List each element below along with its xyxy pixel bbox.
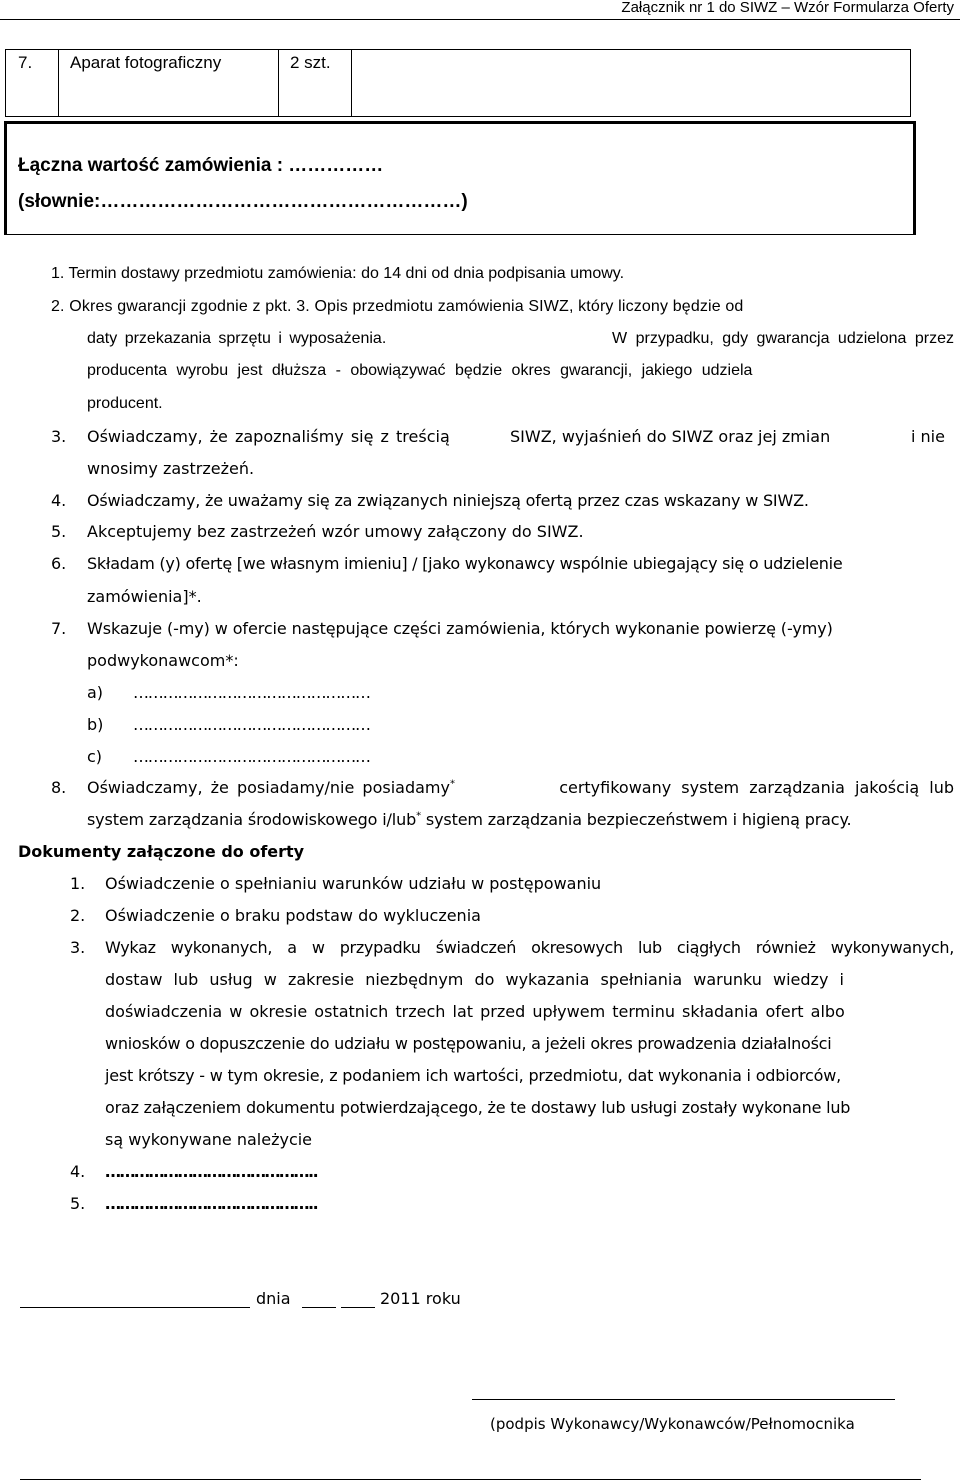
decl-3-number: 3. — [51, 427, 67, 446]
place-blank-line — [20, 1307, 250, 1308]
decl-8-line-1a — [87, 778, 455, 797]
footnote-star: * — [449, 778, 455, 790]
date-dnia-label: dnia — [256, 1289, 291, 1308]
documents-heading: Dokumenty załączone do oferty — [18, 842, 305, 861]
doc-3-line-6: oraz załączeniem dokumentu potwierdzającego, że te dostawy lub usługi zostały wykonane lub — [105, 1098, 851, 1117]
signature-caption: (podpis Wykonawcy/Wykonawców/Pełnomocnika — [490, 1415, 855, 1433]
subcontract-b-label: b) — [87, 715, 104, 734]
row-item-name: Aparat fotograficzny — [70, 53, 222, 72]
doc-3-number: 3. — [70, 938, 86, 957]
day-blank-line — [302, 1307, 336, 1308]
doc-2-number: 2. — [70, 906, 86, 925]
decl-6-line-1: Składam (y) ofertę [we własnym imieniu] / [jako wykonawcy wspólnie ubiegający się o udzielenie — [87, 554, 843, 573]
decl-7-line-2: podwykonawcom*: — [87, 651, 239, 670]
subcontract-b-dots: ………………………………………… — [133, 715, 370, 734]
decl-8-number: 8. — [51, 778, 67, 797]
decl-8-text-b: system zarządzania środowiskowego i/lub — [87, 810, 417, 829]
doc-5-number: 5. — [70, 1194, 86, 1213]
decl-7-line-1: Wskazuje (-my) w ofercie następujące części zamówienia, których wykonanie powierzę (-ymy) — [87, 619, 833, 638]
doc-5-dots: …………………………………….. — [105, 1194, 318, 1213]
decl-3-line-1b: SIWZ, wyjaśnień do SIWZ oraz jej zmian — [510, 427, 831, 446]
term-delivery: 1. Termin dostawy przedmiotu zamówienia: do 14 dni od dnia podpisania umowy. — [51, 265, 625, 282]
doc-1: Oświadczenie o spełnianiu warunków udziału w postępowaniu — [105, 874, 602, 893]
doc-4-dots: …………………………………….. — [105, 1162, 318, 1181]
doc-1-number: 1. — [70, 874, 86, 893]
footer-rule — [20, 1479, 921, 1480]
total-value-in-words: (słownie:…………………………………………………) — [18, 191, 468, 212]
decl-4: Oświadczamy, że uważamy się za związanych niniejszą ofertą przez czas wskazany w SIWZ. — [87, 491, 809, 510]
subcontract-c-dots: ………………………………………… — [133, 747, 370, 766]
decl-3-line-1c: i nie — [911, 427, 945, 446]
decl-8-text-a: Oświadczamy, że posiadamy/nie posiadamy — [87, 778, 450, 797]
decl-5-number: 5. — [51, 522, 67, 541]
doc-3-line-3: doświadczenia w okresie ostatnich trzech lat przed upływem terminu składania ofert albo — [105, 1002, 845, 1021]
month-blank-line — [341, 1307, 375, 1308]
doc-3-line-5: jest krótszy - w tym okresie, z podaniem ich wartości, przedmiotu, dat wykonania i odbiorców, — [105, 1066, 842, 1085]
decl-3-line-2: wnosimy zastrzeżeń. — [87, 459, 255, 478]
subcontract-a-label: a) — [87, 683, 104, 702]
date-year-label: 2011 roku — [380, 1289, 461, 1308]
decl-6-line-2: zamówienia]*. — [87, 587, 202, 606]
decl-5: Akceptujemy bez zastrzeżeń wzór umowy załączony do SIWZ. — [87, 522, 584, 541]
footnote-star-2: * — [416, 810, 421, 822]
row-number: 7. — [18, 53, 33, 72]
subcontract-a-dots: ………………………………………… — [133, 683, 370, 702]
decl-8-text-c: system zarządzania bezpieczeństwem i higieną pracy. — [425, 810, 852, 829]
decl-4-number: 4. — [51, 491, 67, 510]
doc-3-line-4: wniosków o dopuszczenie do udziału w postępowaniu, a jeżeli okres prowadzenia działalności — [105, 1034, 832, 1053]
decl-7-number: 7. — [51, 619, 67, 638]
doc-3-line-1: Wykaz wykonanych, a w przypadku świadczeń okresowych lub ciągłych również wykonywanych, — [105, 938, 954, 957]
term-warranty-line-1: 2. Okres gwarancji zgodnie z pkt. 3. Opis przedmiotu zamówienia SIWZ, który liczony będzie od — [51, 298, 744, 315]
row-quantity: 2 szt. — [290, 53, 331, 72]
total-value-label: Łączna wartość zamówienia : …………… — [18, 155, 384, 176]
doc-3-line-2: dostaw lub usług w zakresie niezbędnym do wykazania spełniania warunku wiedzy i — [105, 970, 844, 989]
header-rule — [0, 19, 960, 20]
doc-2: Oświadczenie o braku podstaw do wykluczenia — [105, 906, 481, 925]
decl-8-line-1b: certyfikowany system zarządzania jakością lub — [559, 778, 954, 797]
signature-line — [472, 1399, 895, 1400]
term-warranty-line-4: producent. — [87, 395, 163, 412]
document-header-title: Załącznik nr 1 do SIWZ – Wzór Formularza Oferty — [621, 0, 954, 16]
decl-6-number: 6. — [51, 554, 67, 573]
doc-3-line-7: są wykonywane należycie — [105, 1130, 313, 1149]
term-warranty-line-3: producenta wyrobu jest dłuższa - obowiązywać będzie okres gwarancji, jakiego udziela — [87, 362, 753, 379]
doc-4-number: 4. — [70, 1162, 86, 1181]
decl-8-line-2 — [87, 810, 851, 829]
decl-3-line-1a: Oświadczamy, że zapoznaliśmy się z treścią — [87, 427, 450, 446]
total-value-box — [4, 121, 916, 235]
subcontract-c-label: c) — [87, 747, 103, 766]
term-warranty-line-2b: W przypadku, gdy gwarancja udzielona przez — [612, 330, 954, 347]
term-warranty-line-2a: daty przekazania sprzętu i wyposażenia. — [87, 330, 387, 347]
